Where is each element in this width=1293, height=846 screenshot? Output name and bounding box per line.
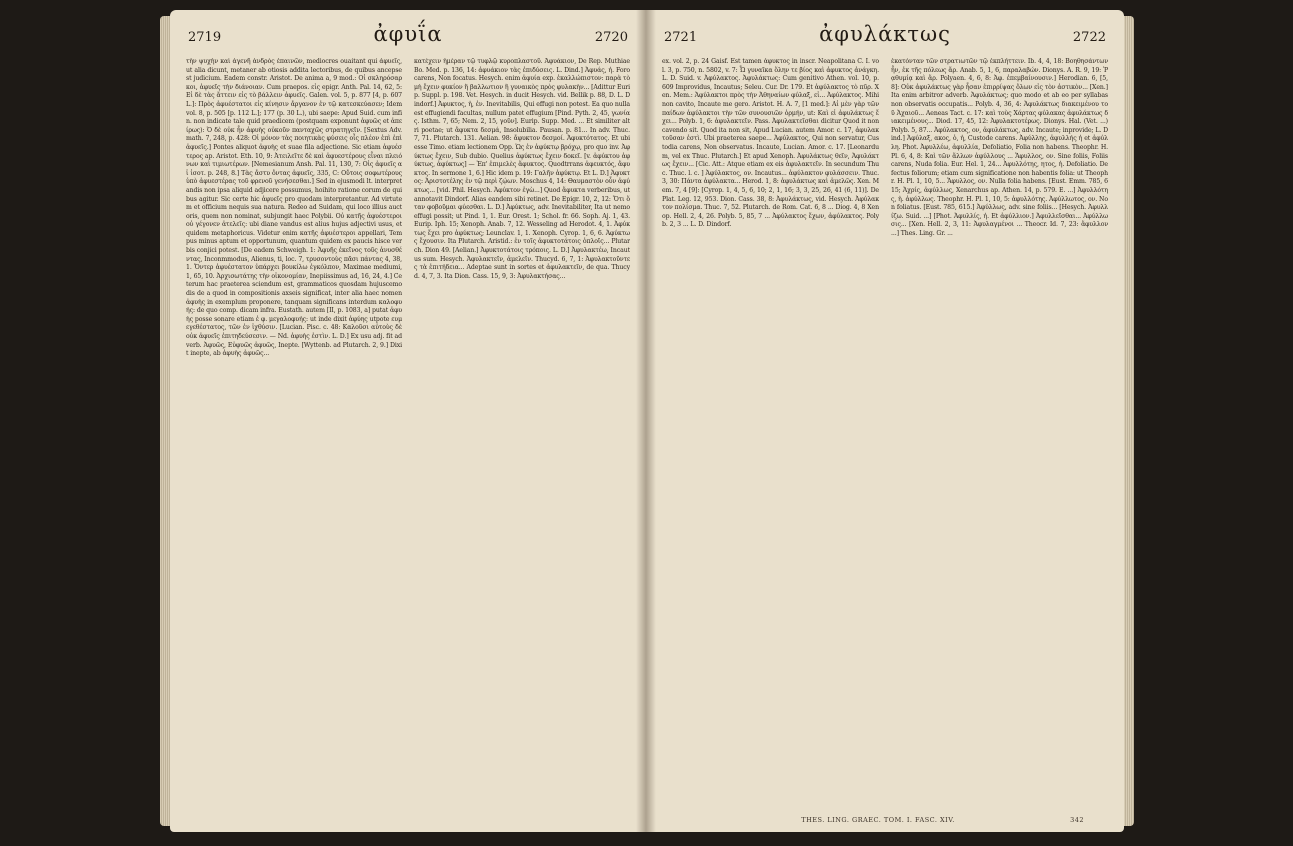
right-page-column-2: ἐκατόνταν τῶν στρατιωτῶν τῷ ἐκπλήττειν. Ib. 4, 4, 18: Βοηθησάντων ἦν, ἐκ τῆς πόλεως ἄρ. Anab. 5, 1, 6, παραλαβών. Dionys. A. R. 9, 19: Ῥᾳθυμίᾳ καὶ ἄρ. Polyaen. 4, 6, 8: Ἀφ. ἐπεμβαίνουσιν.] Herodian. 6, [5, 8]: Οὐκ ἀφυλάκτως γὰρ ἦσαν ἐπιρρίψας ὅλων εἰς τὸν ἀστικὸν... [Xen.] Ita enim arbitror adverb. Ἀφυλάκτως; quo modo et ab eo per syllabas non observatis occupatis... Polyb. 4, 36, 4: Ἀφυλάκτως διακειμένου τοῦ Ἀχαιοῦ... Aeneas Tact. c. 17: καὶ τοὺς Χάρτας φύλακας ἀφυλάκτως διακειμένους... Diod. 17, 45, 12: Ἀφυλακτοτέρως. Dionys. Hal. (Vet. ...) Polyb. 5, 87... Ἀφύλακτος, ον, ἀφυλάκτως, adv. Incaute; inprovide; L. Dind.] Ἀφύλαξ, ακος, ὁ, ἡ, Custode carens. Ἀφύλλης, ἀφυλλής ἡ et ἀφύλλη. Phot. Ἀφυλλέω, ἀφυλλία, Defoliatio, Folia non habens. Theophr. H. Pl. 6, 4, 8: Καὶ τῶν ἄλλων ἀφύλλους ... Ἄφυλλος, ον. Sine foliis, Foliis carens, Nuda folia. Eur. Hel. 1, 24... Ἀφυλλότης, ητος, ἡ. Defoliatio. Defectus foliorum; etiam cum significatione non habentis folia: ut Theophr. H. Pl. 1, 10, 5... Ἄφυλλος, ον. Nulla folia habens. [Eust. Emm. 785, 615; Ἀχρίς, ἀφύλλως, Xenarchus ap. Athen. 14, p. 579. E. ...] Ἀφυλλότης, ἡ. ἀφύλλως. Theophr. H. Pl. 1, 10, 5: ἀφυλλότης. Ἀφύλλωτος, ον. Non foliatus. [Eust. 785, 615.] Ἀφύλλως, adv. sine foliis... [Hesych. Ἀφυλλίζω. Suid. ...] [Phot. Ἀφυλλίς, ἡ. Et ἀφύλλιον.] Ἀφυλλεῖσθαι... Ἀφύλλωσις... [Xen. Hell. 2, 3, 11: Ἀφυλαγμένοι ... Theocr. Id. 7, 23: ἄφυλλον ...] Thes. Ling. Gr. ... — [891, 58, 1108, 237]
left-page — [170, 10, 646, 832]
right-page-footer — [686, 816, 1084, 824]
right-page — [646, 10, 1124, 832]
right-page-number-right: 2722 — [1072, 30, 1106, 45]
footer-signature: 342 — [1070, 816, 1084, 824]
right-page-header — [664, 22, 1106, 48]
right-page-columns — [662, 58, 1108, 806]
right-page-column-1: ex. vol. 2, p. 24 Gaisf. Est tamen ἀφυκτος in inscr. Neapolitana C. I. vol. 3, p. 750, n. 5802, v. 7: Ὦ γυναῖκα ὅλην τε βίος καὶ ἀφυκτος ἀνάγκη. L. D. Suid. v. Ἀφύλακτος. Ἀφυλάκτως: Cum genitivo Athen. vol. 10, p. 609 Improvidus, Incautus; Seleu. Cur. Dr. 179. Et ἀφύλακτος τὸ πῦρ. Xen. Mem.: Ἀφύλακτοι πρὸς τὴν Ἀθηναίων φύλαξ, εἰ... Ἀφύλακτος. Mihi non cavito, Incaute me gero. Aristot. H. A. 7, [1 med.]: Αἱ μὲν γὰρ τῶν παίδων ἀφύλακτοι τὴν τῶν συνουσιῶν ὁρμήν, ut: Καὶ εἰ ἀφυλάκτως ἔχει... Polyb. 1, 6: ἀφυλακτεῖν. Pass. Ἀφυλακτεῖσθαι dicitur Quod it non cavendo sit. Quod ita non sit, Apud Lucian. autem Amor. c. 17, ἀφυλακτοῦσαν ἐστὶ. Ubi praeterea saepe... Ἀφύλακτος, Qui non servatur, Custodia carens, Non observatus. Incaute, Lucian. Amor. c. 17. [Leonardum, vel ex Thuc. Plutarch.] Et apud Xenoph. Ἀφυλάκτως θεῖν, Ἀφυλάκτως ἔχειν... [Cic. Att.: Atque etiam ex eis ἀφυλακτεῖν. In secundum Thuc. Thuc. l. c. ] Ἀφύλακτος, ον. Incautus... ἀφύλακτον φυλάσσειν. Thuc. 3, 30: Πάντα ἀφύλακτα... Herod. 1, 8: ἀφυλάκτως καὶ ἀμελῶς. Xen. Mem. 7, 4 [9]: [Cyrop. 1, 4, 5, 6, 10; 2, 1, 16; 3, 3, 25, 26, 41 (6, 11)]. De Plat. Leg. 12, 953. Dion. Cass. 38, 8: Ἀφυλάκτως, vid. Hesych. Ἀφύλακτον πολίσμα. Thuc. 7, 52. Plutarch. de Rom. Cat. 6, 8 ... Diog. 4, 8 Xenop. Hell. 2, 4, 26. Polyb. 5, 85, 7 ... Ἀφύλακτος ἔχων, ἀφύλακτος. Polyb. 2, 3 ... L. D. Dindorf. — [662, 58, 879, 229]
left-page-columns — [186, 58, 630, 806]
left-page-header — [188, 22, 628, 48]
left-page-column-2: κατέχειν ἡμέραν τῷ τυφλῷ κυροπλαστοῦ. Ἀφυάκιον, De Rep. Muthiae Bo. Med. p. 136, 14: ἀφυάκιον τὰς ἐπιδύσεις. L. Dind.] Ἀφυάς, ἡ. Foro carens, Non focatus. Hesych. enim ἀφυία exp. ἐκαλλώπιστον: παρὰ τὸ μὴ ἔχειν φυκίον ἢ βαλλωτιον ἢ γυναικὸς πρὸς φυλακὴν... [Adittur Eurip. Suppl. p. 198. Vet. Hesych. in ducit Hesych. vid. Bellik p. 88, D. L. Dindorf.] Ἀφυκτος, ἡ, ἐν. Inevitabilis, Qui effugi non potest. Ea quo nulla est effugiendi facultas, nullum patet effugium [Pind. Pyth. 2, 45, γωνίας. Isthm. 7, 65; Nem. 2, 15, γοῦν]. Eurip. Supp. Med. ... Et similiter altri poetae; ut ἄφυκτα δεσμά, Insolubilia. Pausan. p. 81... In adv. Thuc. 7, 71. Plutarch. 131. Aelian. 98: ἄφυκτον δεσμοί. Ἀφυκτότατος. Et ubi esse Timo. etiam lectionem Opp. Ὡς ἐν ἀφύκτῳ βρόχῳ, pro quo inv. Ἀφύκτως ἔχειν, Sub dubio. Quelius ἀφύκτως ἔχειν δοκεῖ. [v. ἀφύκτου ἀφύκτως, ἀφύκτως] — Ἐπ' ἐπιμελὲς ἄφυκτος. Quodtrrans ἀφευκτός, ἄφυκτος. In sermone 1, 6.] Hic idem p. 19: Γαλῆν ἀφύκτῳ. Et L. D.] Ἀφυκτος: Ἀριστοτέλης ἐν τῷ περὶ ζῴων. Moschus 4, 14: Θαυμαστὸν οὖν ἀφύκτως... [vid. Phil. Hesych. Ἀφύκτον ἐγὼ...] Quod ἄφυκτα verberibus, ut annotavit Dindorf. Alias eandem sibi retinet. De Epigr. 10, 2, 12: Ὅτι ὅταν φοβοῦμαι φύεσθαι. L. D.] Ἀφύκτως, adv. Inevitabiliter, Ita ut nemo effugi possit; ut Pind. 1, 1. Eur. Orest. 1; Schol. fr. 66. Soph. Aj. 1, 43. Eurip. Iph. 15; Xenoph. Anab. 7, 12. Wesseling ad Herodot. 4, 1. Ἀφύκτως ἔχει pro ἀφύκτως; Leunclav. 1, 1. Xenoph. Cyrop. 1, 6, 6. Ἀφύκτως ἔχουσιν. Ita Plutarch. Aristid.: ἐν τοῖς ἀφυκτοτάτοις ὀπλοῖς... Plutarch. Dion 49. [Aelian.] Ἀφυκτοτάτοις τρόποις. L. D.] Ἀφυλακτέω, Incautus sum. Hesych. Ἀφυλακτεῖν, ἀμελεῖν. Thucyd. 6, 7, 1: Ἀφυλακτοῦντες τὰ ἐπιτήδεια... Adeptae sunt in sortes et ἀφυλακτεῖν, de qua. Thucyd. 4, 7, 3. Ita Dion. Cass. 15, 9, 3: Ἀφυλακτήσας... — [414, 58, 630, 280]
left-page-column-1: τὴν ψυχὴν καὶ ἀγενῆ ἀνδρὸς ἐπαινῶν, mediocres ouaitant qui ἀφυεῖς, ut alia dicunt, metaner ab otiosis addita lectoribus, de quibus ancepsest judicium. Eadem constr. Aristot. De anima a, 9 mod.: Οἱ σκληρόσαρκοι, ἀφυεῖς τὴν διάνοιαν. Cum praepos. εἰς epigr. Anth. Pal. 14, 62, 5: Εἰ δὲ τὰς ἄττειν εἰς τὸ βάλλειν ἀφυεῖς. Galen. vol. 5, p. 877 [4, p. 607 L.]: Πρὸς ἀφυέστατοι εἰς κίνησιν ἄργανον ἐν τῷ κατεσκεύασεν; Idem vol. 8, p. 505 [p. 112 L.]; 177 (p. 30 L.), ubi saepe: Apud Suid. cum infin. non indicate tale quid praedicem (postquam exponunt ἀφυῶς et ἀπείρως): Ὁ δὲ οὐκ ἦν ἀφυὴς οὐκοῦν πανταχῶς στρατηγεῖν. [Sextus Adv. math. 7, 248, p. 428: Οἱ μόνον τὰς ποιητικὰς φύσεις οἶς πλέον ἐπὶ ἐπὶ ἀφυεῖς.] Pontes aliquot ἀφυὴς et suae fila adjectione. Sic etiam ἀφυέστερος ap. Aristot. Eth. 10, 9: Ἀτειλεῖτε δὲ καὶ ἀφυεστέρους εἶναι πλειόνων καὶ τιμιωτέρων. [Nemesianum Ansh. Pal. 11, 130, 7: Οἱς ἀφυεῖς αἱ ἰσοτ. p. 248, 8.] Τὰς ἄστυ ὄντας ἀφυεῖς, 335, C: Οὔτοις σοφωτέρους ὑπὸ ἀφυεστέρας τοῦ φρενοῦ γενήσεσθαι.] Sed in ejusmodi lt. interpretandis non ipsa aliquid adjicere possumus, hoihito ratione corum de quibus agitur. Sic certe hic ἀφυεῖς pro quodam interpretantur. Ad virtutem et officium nequis sua natura. Redeo ad Suidam, qui loco illius auctoris, quem non nominat, subjungit haec Polybii. Οὐ κατῆς ἀφυέστεροι οὐ γέγονεν ἀτελεῖς: ubi diane vandus est alius hujus adjectivi usus, et quidem metaphoricus. Videtur enim κατῆς ἀφυέστεροι appellari, Tempus minus aptum et opportunum, quantum quidem ex paucis hisce verbis conjici potest. [De eadem Schweigh. 1: Ἀφυῆς ἐκεῖνος τοῦς ἀνυσθέντας, Inconmmodus, Alienus, ti, loc. 7, τρυσοντοὺς πᾶσι πάντας 4, 38, 1. Ὄντερ ἀφυέστατον ὑπάρχει βουκίλω ἐγκόλπον, Maximae mediumi, 1, 65, 10. Ἀρχισωτάτης τὴν οἰκονομίαν, Inepiissimus ad, 16, 24, 4.] Ceterum hac praeterea sciendum est, grammaticos quosdam hujuscemodis de a quod in compositionis axseis significat, inter alia haec nomen ἀφυὴς in exemplum proponere, tanquam significans interdum καλοφυής: de quo comp. dicam infra. Eustath. autem [II, p. 1083, a] putat ἀφυὴς posse sonare etiam ἐ φ. μεγαλοφυής: ut inde dixit ἀφύης utpote ευμεγεθέστατος, τῶν ἐν ἰχθύσιν. [Lucian. Pisc. c. 48: Καλοῦσι αὐτοὺς δὲ οὐκ ἀφυεῖς ἐπιτηδεύσεσιν. — Nd. ἀφυὴς ἐστὶν. L. D.] Ex usu adj. fit adverb. Ἀφυῶς, Εὐφυῶς ἀφυῶς, Inepte. [Wyttenb. ad Plutarch. 2, 9.] Dixit inepte, ab ἀφυὴς ἀφυῶς... — [186, 58, 402, 358]
left-page-number-left: 2719 — [188, 30, 222, 45]
left-page-headword: ἀφυΐα — [373, 22, 443, 46]
right-page-headword: ἀφυλάκτως — [819, 22, 951, 46]
right-page-number-left: 2721 — [664, 30, 698, 45]
footer-imprint: THES. LING. GRAEC. TOM. I. FASC. XIV. — [801, 816, 955, 824]
left-page-number-right: 2720 — [594, 30, 628, 45]
